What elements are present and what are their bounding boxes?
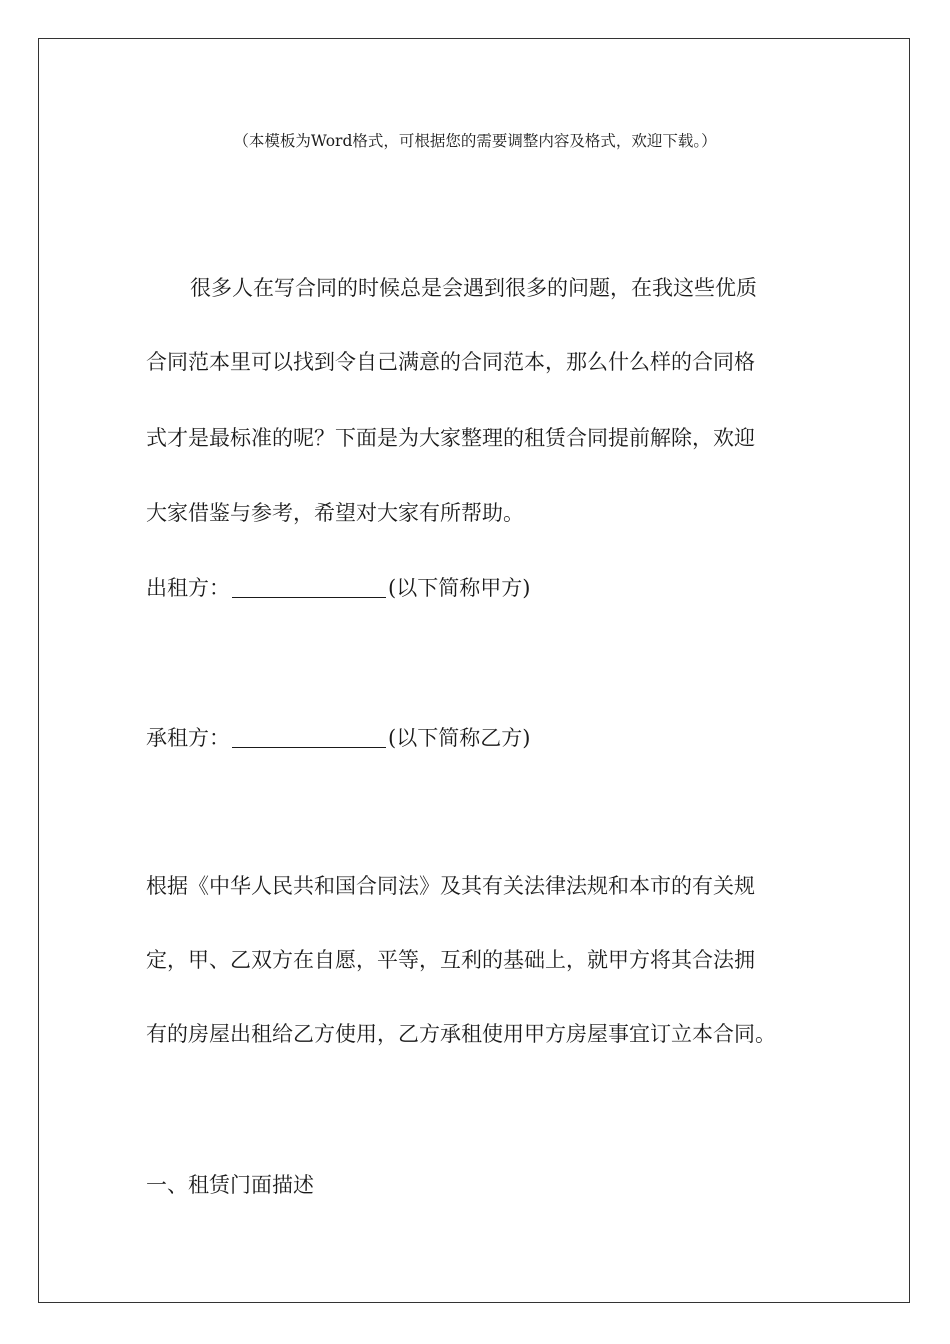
- lessor-blank: [232, 576, 386, 598]
- basis-line-3: 有的房屋出租给乙方使用，乙方承租使用甲方房屋事宜订立本合同。: [146, 1022, 776, 1046]
- intro-line-1: 很多人在写合同的时候总是会遇到很多的问题，在我这些优质: [190, 276, 757, 300]
- basis-line-1: 根据《中华人民共和国合同法》及其有关法律法规和本市的有关规: [146, 874, 755, 898]
- template-note: （本模板为Word格式，可根据您的需要调整内容及格式，欢迎下载。）: [233, 132, 717, 150]
- section-1-heading: 一、租赁门面描述: [146, 1173, 314, 1197]
- intro-line-2: 合同范本里可以找到令自己满意的合同范本，那么什么样的合同格: [146, 350, 755, 374]
- lessor-line: [146, 576, 530, 599]
- basis-line-2: 定，甲、乙双方在自愿，平等，互利的基础上，就甲方将其合法拥: [146, 948, 755, 972]
- intro-line-3: 式才是最标准的呢？下面是为大家整理的租赁合同提前解除，欢迎: [146, 426, 755, 450]
- lessee-suffix: (以下简称乙方): [388, 726, 531, 750]
- lessor-label: 出租方：: [146, 576, 230, 600]
- lessee-blank: [232, 726, 386, 748]
- intro-line-4: 大家借鉴与参考，希望对大家有所帮助。: [146, 501, 524, 525]
- lessee-line: [146, 726, 530, 749]
- lessor-suffix: (以下简称甲方): [388, 576, 531, 600]
- page-border: [38, 38, 910, 1303]
- lessee-label: 承租方：: [146, 726, 230, 750]
